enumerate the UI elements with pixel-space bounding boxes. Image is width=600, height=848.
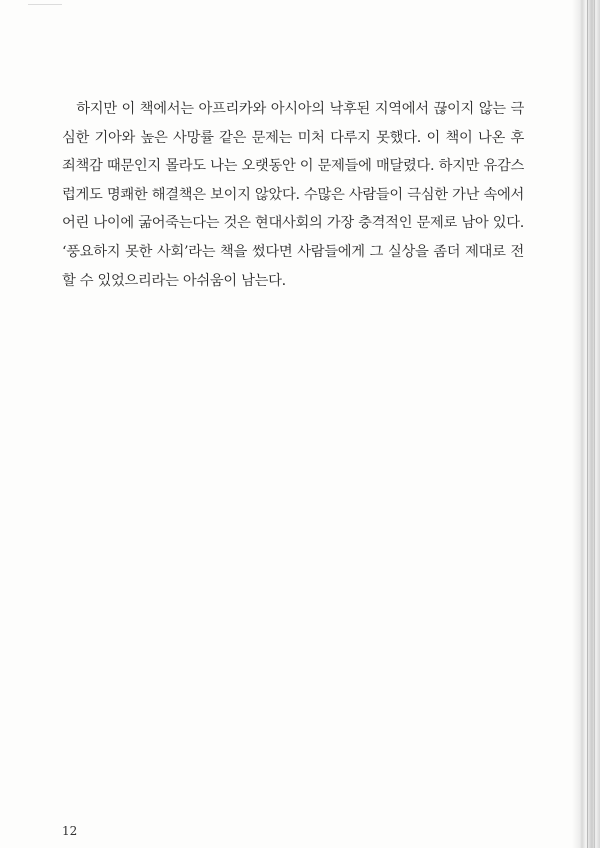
- page-number: 12: [62, 824, 78, 838]
- body-paragraph: 하지만 이 책에서는 아프리카와 아시아의 낙후된 지역에서 끊이지 않는 극심한 기아와 높은 사망률 같은 문제는 미처 다루지 못했다. 이 책이 나온 후 죄책감 때문인지 몰라도 나는 오랫동안 이 문제들에 매달렸다. 하지만 유감스럽게도 명쾌한 해결책은 보이지 않았다. 수많은 사람들이 극심한 가난 속에서 어린 나이에 굶어죽는다는 것은 현대사회의 가장 충격적인 문제로 남아 있다. ‘풍요하지 못한 사회’라는 책을 썼다면 사람들에게 그 실상을 좀더 제대로 전할 수 있었으리라는 아쉬움이 남는다.: [62, 101, 524, 289]
- scan-edge-line: [594, 0, 595, 848]
- scan-edge-line: [587, 0, 588, 848]
- scan-binding-edge: [572, 0, 600, 848]
- scan-mark: [28, 4, 62, 5]
